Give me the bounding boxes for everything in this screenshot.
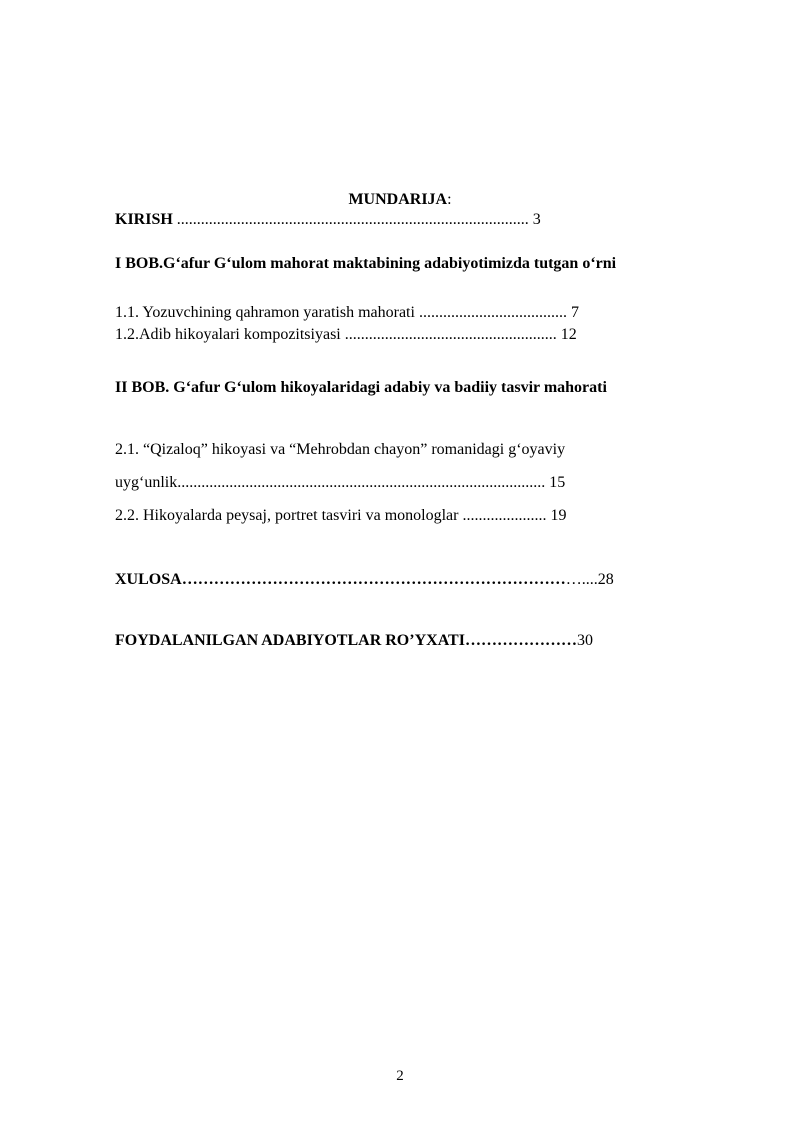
page-number: 2 — [396, 1068, 404, 1084]
toc-entry-label: 1.1. Yozuvchining qahramon yaratish mahorati — [115, 304, 415, 321]
toc-leader-dots: ..................................................... — [340, 326, 561, 343]
toc-leader-dots: ..................................... — [414, 304, 571, 321]
toc-title — [0, 190, 800, 210]
toc-title-colon: : — [447, 191, 452, 208]
toc-leader-dots: ………………… — [464, 632, 577, 649]
toc-page-number: 15 — [549, 474, 566, 491]
toc-page-number: 30 — [576, 632, 593, 649]
toc-entry-label: 1.2.Adib hikoyalari kompozitsiyasi — [115, 326, 341, 343]
toc-entry-label: uyg‘unlik — [115, 474, 178, 491]
toc-entry-references[interactable] — [115, 631, 593, 651]
toc-entry-kirish[interactable] — [115, 210, 541, 230]
toc-entry-label: KIRISH — [115, 211, 173, 228]
toc-page-number: 7 — [570, 304, 579, 321]
toc-page-number: 3 — [532, 211, 541, 228]
toc-chapter-2-heading[interactable]: II BOB. G‘afur G‘ulom hikoyalaridagi adabiy va badiiy tasvir mahorati — [115, 379, 607, 396]
toc-entry-2-1-line2[interactable] — [115, 473, 565, 493]
toc-leader-dots: ............................................................................................ — [177, 474, 550, 491]
toc-entry-1-1[interactable] — [115, 303, 579, 323]
toc-entry-label: XULOSA — [115, 571, 182, 588]
toc-leader-dots: ……………………………………………………………… — [181, 571, 566, 588]
toc-page-number: 12 — [560, 326, 577, 343]
toc-entry-2-2[interactable] — [115, 506, 566, 526]
toc-leader-dots: ..................... — [458, 507, 551, 524]
toc-entry-1-2[interactable] — [115, 325, 577, 345]
toc-entry-xulosa[interactable] — [115, 570, 614, 590]
toc-leader-dots: ........................................................................................ — [172, 211, 533, 228]
toc-page-number: 19 — [550, 507, 567, 524]
toc-leader-dots-tail: ….... — [565, 571, 598, 588]
toc-chapter-1-heading[interactable]: I BOB.G‘afur G‘ulom mahorat maktabining adabiyotimizda tutgan o‘rni — [115, 255, 617, 272]
toc-entry-label: FOYDALANILGAN ADABIYOTLAR RO’YXATI — [115, 632, 465, 649]
toc-entry-2-1-line1[interactable]: 2.1. “Qizaloq” hikoyasi va “Mehrobdan chayon” romanidagi g‘oyaviy — [115, 441, 566, 458]
toc-entry-label: 2.2. Hikoyalarda peysaj, portret tasviri va monologlar — [115, 507, 459, 524]
toc-page-number: 28 — [597, 571, 614, 588]
toc-title-text: MUNDARIJA — [348, 191, 448, 208]
